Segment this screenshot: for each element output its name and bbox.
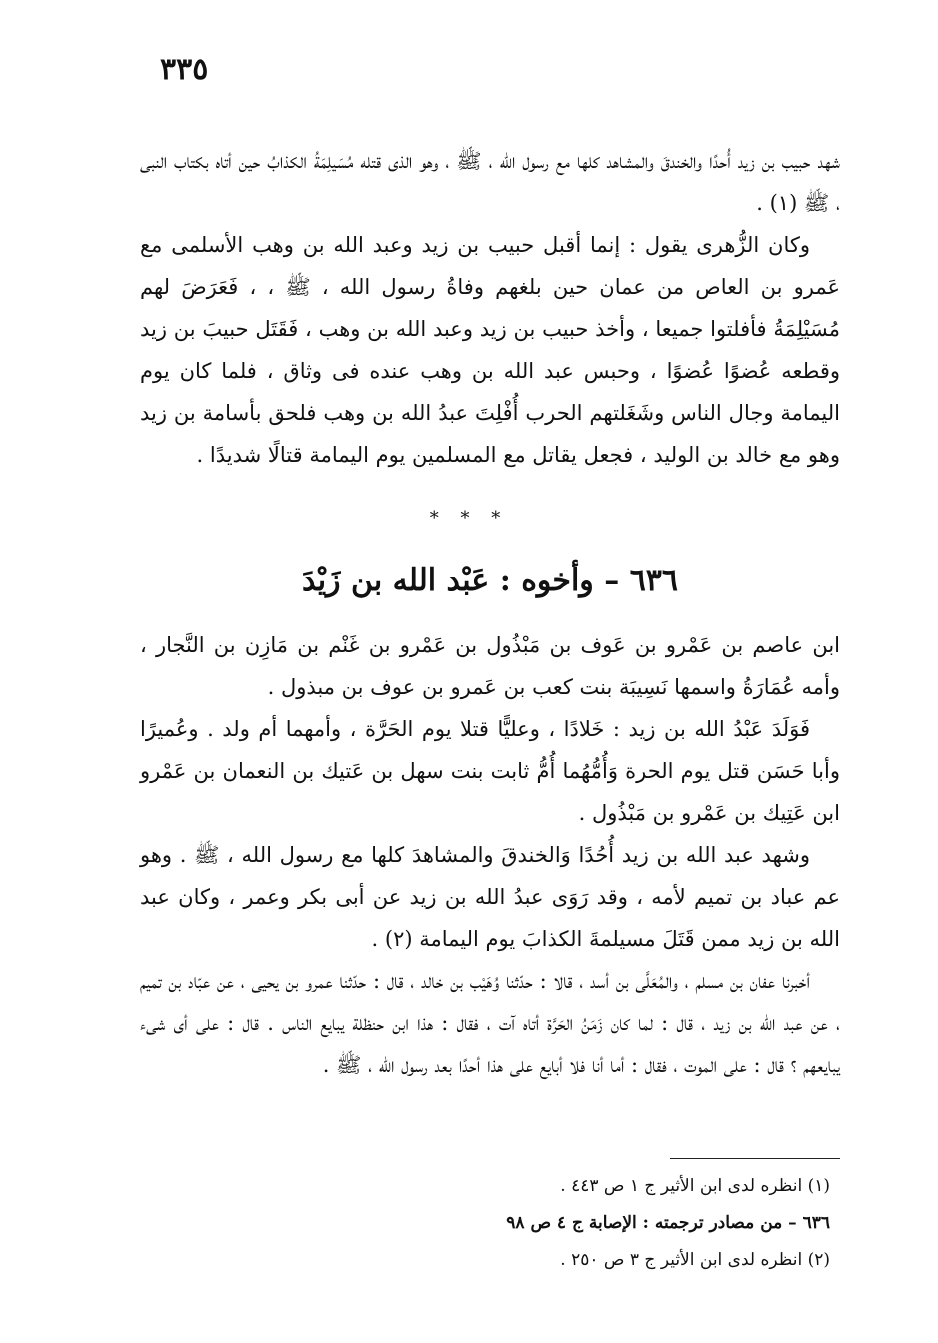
footnote: (١) انظره لدى ابن الأثير ج ١ ص ٤٤٣ . <box>560 1176 830 1196</box>
footnote: (٢) انظره لدى ابن الأثير ج ٣ ص ٢٥٠ . <box>560 1250 830 1270</box>
page-number: ٣٣٥ <box>160 52 209 87</box>
paragraph: أخبرنا عفان بن مسلم ، والمُعَلَّى بن أسد ، قالا : حدّثنا وُهَيْب بن خالد ، قال : حدّثنا عمرو بن يحيى ، عن عبّاد بن تميم ، عن عبد الله بن زيد ، قال : لما كان زَمَنُ الحَرَّة أتاه آت ، فقال : هذا ابن حنظلة يبايع الناس . قال : على أى شىء يبايعهم ؟ قال : على الموت ، فقال : أما أنا فلا أبايع على هذا أحدًا بعد رسول الله ، ﷺ . <box>140 969 840 1077</box>
section-habib-ibn-zayd <box>140 140 840 476</box>
footnote-sources: ٦٣٦ – من مصادر ترجمته : الإصابة ج ٤ ص ٩٨ <box>506 1213 830 1233</box>
paragraph: شهد حبيب بن زيد أُحدًا والخندقَ والمشاهد كلها مع رسول الله ، ﷺ ، وهو الذى قتله مُسَيلِمَةُ الكذابُ حين أتاه بكتاب النبى ، ﷺ (١) . <box>140 149 840 215</box>
paragraph: فَوَلَدَ عَبْدُ الله بن زيد : خَلادًا ، وعليًّا قتلا يوم الحَرَّة ، وأمهما أم ولد . وعُميرًا وأبا حَسَن قتل يوم الحرة وَأُمُّهُما أُمُّ ثابت بنت سهل بن عَتيك بن النعمان بن عَمْرو ابن عَتِيك بن عَمْرو بن مَبْذُول . <box>140 717 840 825</box>
entry-heading: ٦٣٦ – وأخوه : عَبْد الله بن زَيْدَ <box>301 563 679 598</box>
paragraph: وشهد عبد الله بن زيد أُحُدًا وَالخندقَ والمشاهدَ كلها مع رسول الله ، ﷺ . وهو عم عباد بن تميم لأمه ، وقد رَوَى عبدُ الله بن زيد عن أبى بكر وعمر ، وكان عبد الله بن زيد ممن قَتَلَ مسيلمةَ الكذابَ يوم اليمامة (٢) . <box>140 843 840 951</box>
footnotes <box>140 1168 840 1279</box>
section-abdullah-ibn-zayd <box>140 624 840 1086</box>
paragraph: ابن عاصم بن عَمْرو بن عَوف بن مَبْذُول بن عَمْرو بن غَنْم بن مَازِن بن النَّجار ، وأمه عُمَارَةُ واسمها نَسِيبَة بنت كعب بن عَمرو بن عوف بن مبذول . <box>140 633 840 699</box>
section-separator: * * * <box>429 508 509 529</box>
paragraph: وكان الزُّهرى يقول : إنما أقبل حبيب بن زيد وعبد الله بن وهب الأسلمى مع عَمرو بن العاص من عمان حين بلغهم وفاةُ رسول الله ، ﷺ ، ، فَعَرَضَ لهم مُسَيْلِمَةُ فأفلتوا جميعا ، وأخذ حبيب بن زيد وعبد الله بن وهب ، فَقَتَل حبيبَ بن زيد وقطعه عُضوًا عُضوًا ، وحبس عبد الله بن وهب عنده فى وثاق ، فلما كان يوم اليمامة وجال الناس وشَغَلتهم الحرب أُفْلِتَ عبدُ الله بن وهب فلحق بأسامة بن زيد وهو مع خالد بن الوليد ، فجعل يقاتل مع المسلمين يوم اليمامة قتالًا شديدًا . <box>140 233 840 467</box>
footnote-divider <box>670 1158 840 1159</box>
